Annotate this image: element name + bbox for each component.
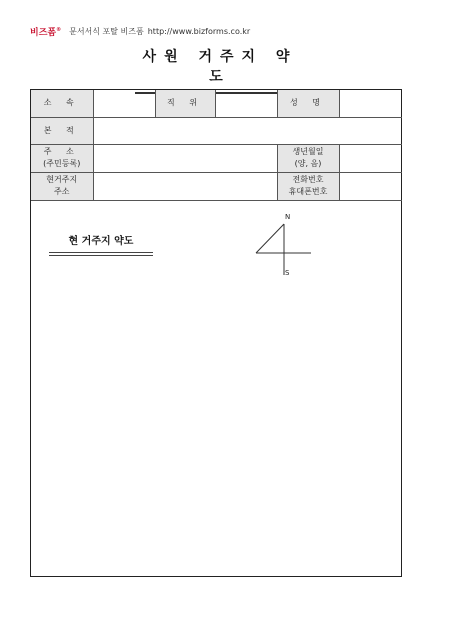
registered-address-label-line2: (주민등록) — [43, 159, 81, 168]
current-address-field[interactable] — [93, 172, 277, 200]
header-tagline: 문서서식 포탈 비즈폼 — [69, 26, 144, 36]
bizforms-logo[interactable]: 비즈폼® — [30, 26, 62, 38]
registered-address-label-line1: 주 소 — [43, 147, 80, 156]
document-title: 사원 거주지 약도 — [142, 49, 298, 85]
table-row — [31, 172, 402, 200]
site-header — [30, 24, 250, 38]
employee-residence-form — [30, 89, 402, 577]
birthdate-label-line1: 생년월일 — [292, 147, 324, 156]
map-title-underline-2 — [49, 255, 153, 256]
compass-north-label: N — [285, 212, 291, 221]
department-label: 소 속 — [31, 90, 93, 117]
compass-icon — [251, 211, 311, 281]
map-title: 현 거주지 약도 — [68, 235, 134, 247]
current-address-label-line2: 주소 — [54, 187, 70, 196]
table-row — [31, 90, 402, 117]
map-title-block — [49, 229, 153, 256]
compass-arrow-icon — [251, 211, 311, 281]
name-label: 성 명 — [277, 90, 339, 117]
compass-south-label: S — [285, 268, 290, 277]
current-address-label-line1: 현거주지 — [46, 175, 78, 184]
birthdate-label-line2: (양, 음) — [294, 159, 322, 168]
position-field[interactable] — [215, 90, 277, 117]
department-field[interactable] — [93, 90, 155, 117]
birthdate-field[interactable] — [339, 144, 402, 172]
document-title-block — [135, 46, 305, 94]
domicile-field[interactable] — [93, 117, 402, 144]
phone-label-line1: 전화번호 — [292, 175, 324, 184]
birthdate-label — [277, 144, 339, 172]
map-drawing-area[interactable] — [31, 201, 401, 574]
phone-field[interactable] — [339, 172, 402, 200]
table-row — [31, 144, 402, 172]
phone-label-line2: 휴대폰번호 — [288, 187, 328, 196]
name-field[interactable] — [339, 90, 402, 117]
map-title-underline-1 — [49, 252, 153, 253]
employee-info-table — [31, 90, 402, 201]
phone-label — [277, 172, 339, 200]
table-row — [31, 117, 402, 144]
position-label: 직 위 — [155, 90, 215, 117]
domicile-label: 본 적 — [31, 117, 93, 144]
registered-address-field[interactable] — [93, 144, 277, 172]
current-address-label — [31, 172, 93, 200]
header-url-link[interactable]: http://www.bizforms.co.kr — [147, 26, 251, 36]
registered-address-label — [31, 144, 93, 172]
